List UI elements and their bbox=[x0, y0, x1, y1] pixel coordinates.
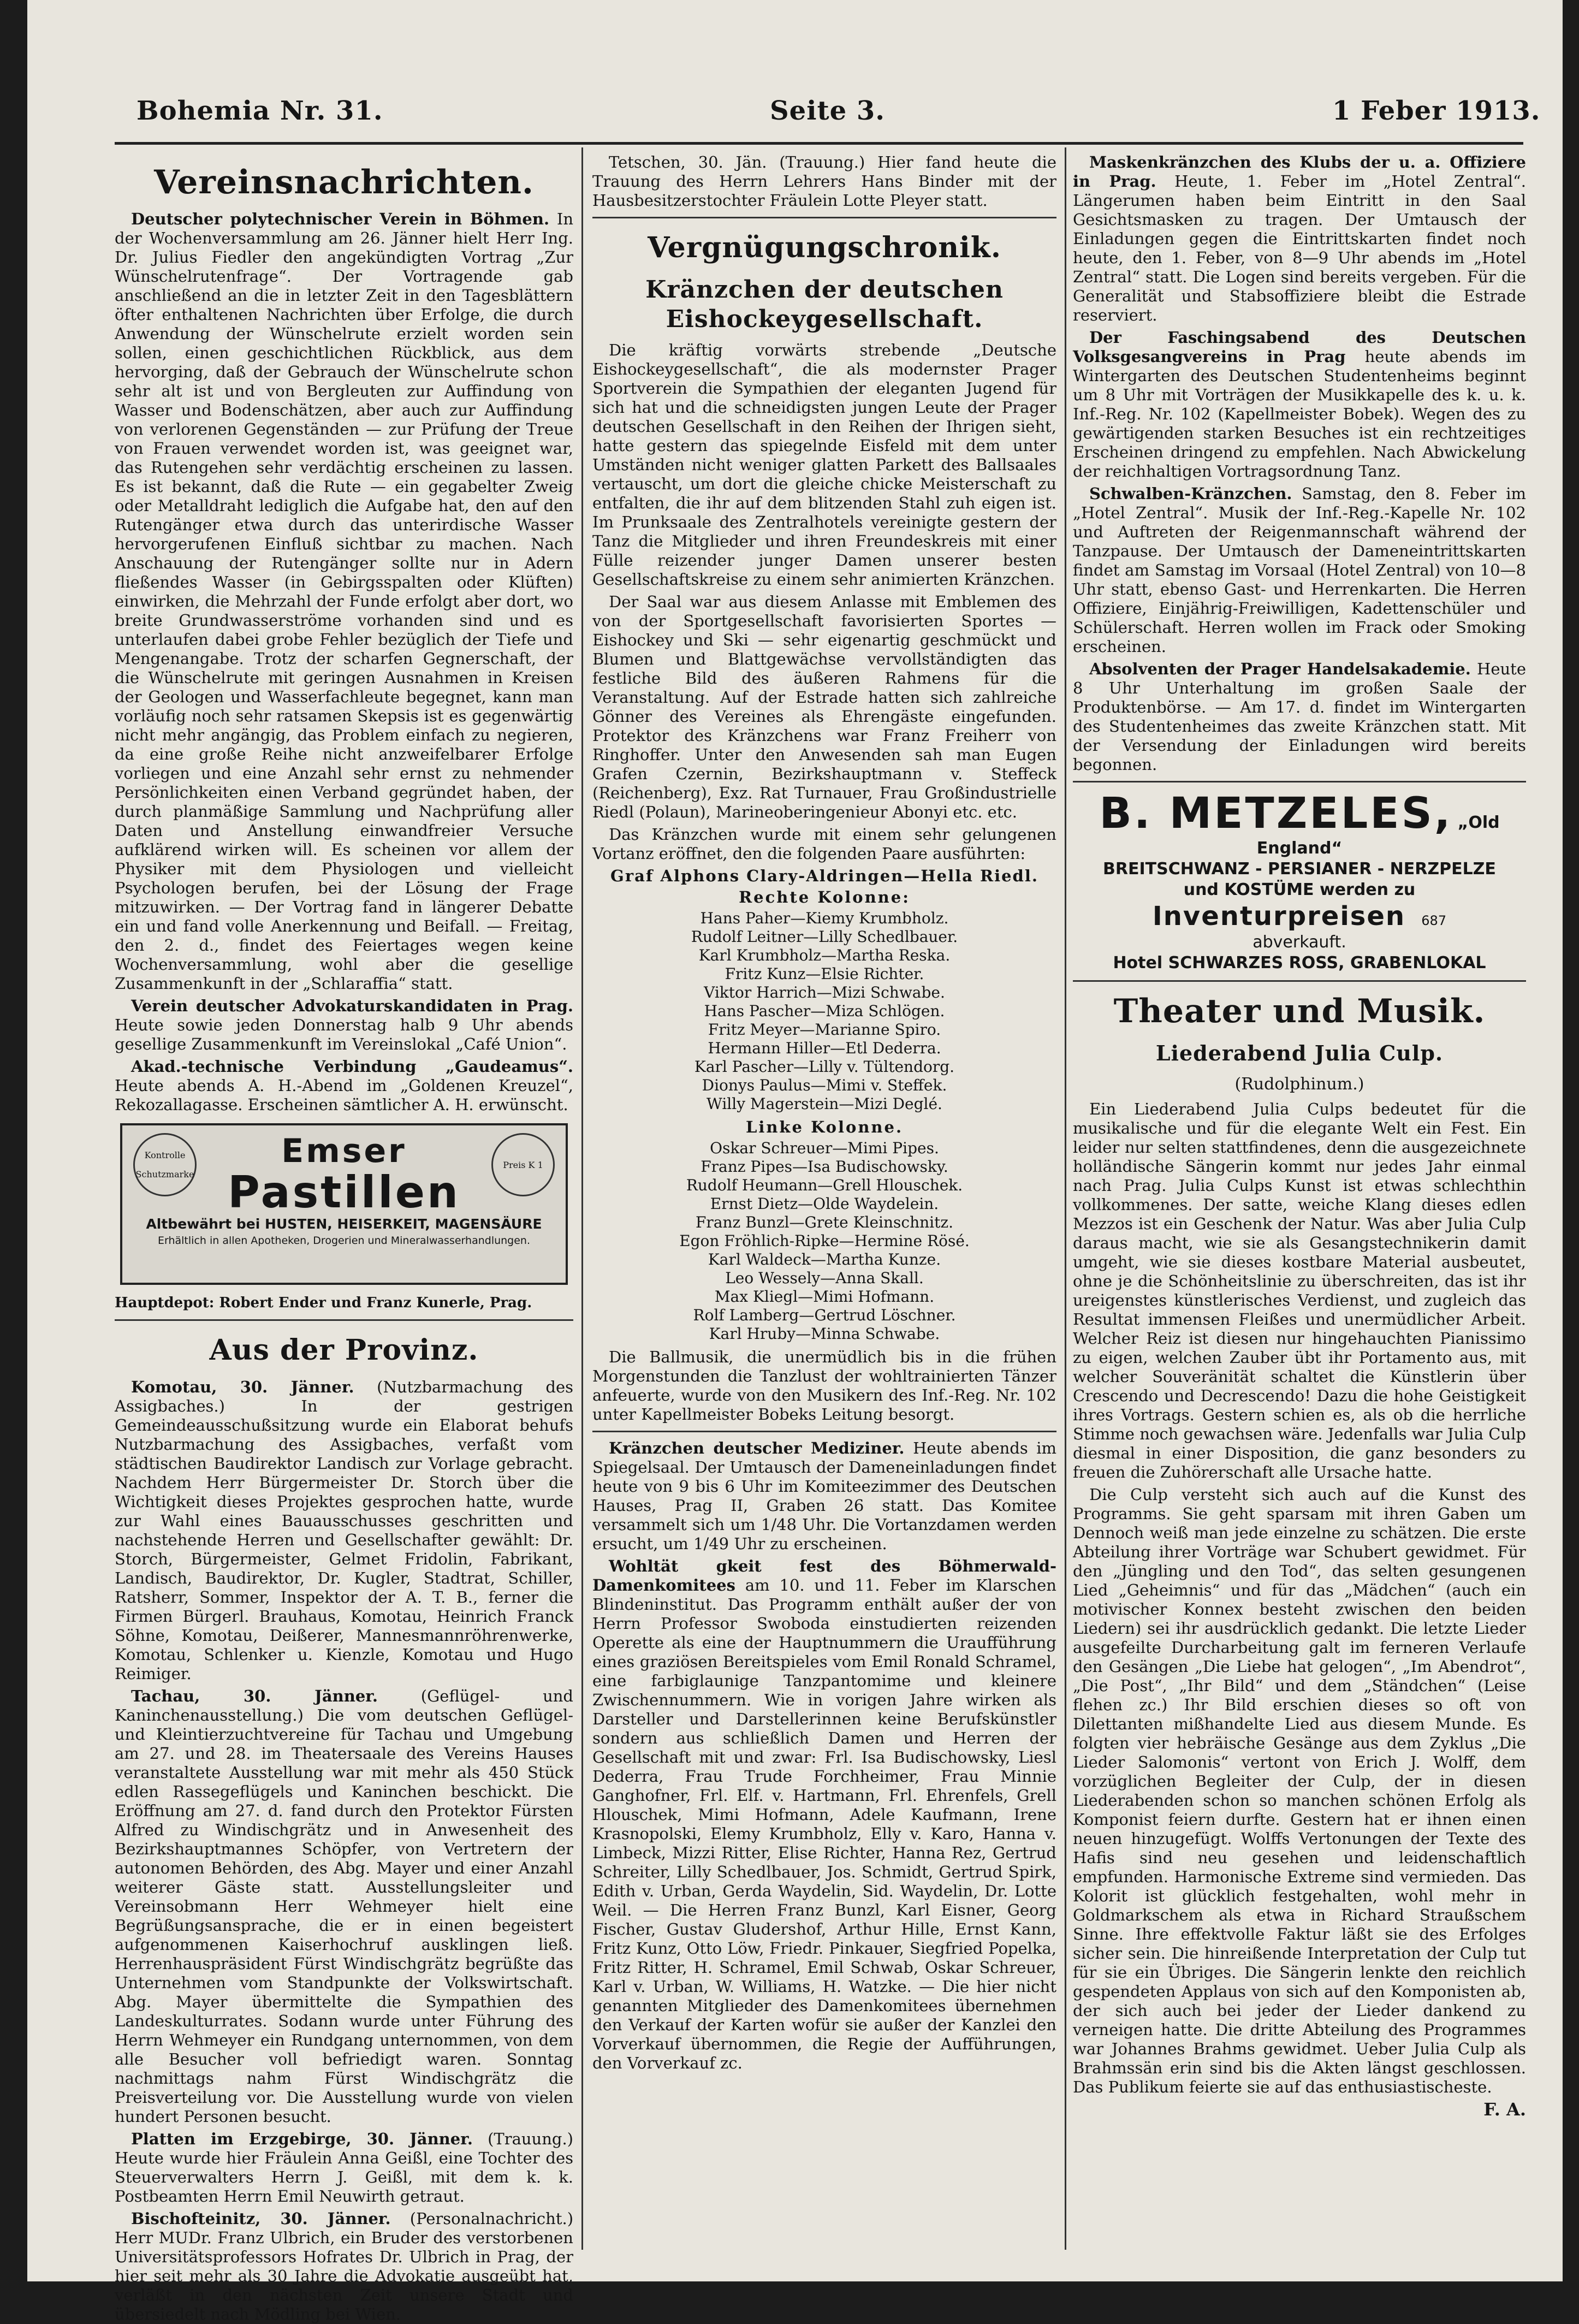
advertisement-emser-pastillen bbox=[120, 1123, 568, 1285]
article bbox=[592, 1557, 1056, 2073]
ad-headline: Inventurpreisen bbox=[1152, 901, 1406, 932]
section-title-theater-musik: Theater und Musik. bbox=[1113, 992, 1486, 1030]
list-item: Franz Bunzl—Grete Kleinschnitz. bbox=[696, 1213, 953, 1231]
list-item: Hermann Hiller—Etl Dederra. bbox=[708, 1039, 941, 1057]
ad-number: 687 bbox=[1421, 913, 1447, 928]
section-title-vereinsnachrichten: Vereinsnachrichten. bbox=[154, 163, 534, 201]
article-title: Liederabend Julia Culp. bbox=[1155, 1041, 1444, 1065]
author-signature: F. A. bbox=[1483, 2099, 1526, 2120]
list-item: Egon Fröhlich-Ripke—Hermine Rösé. bbox=[679, 1232, 970, 1250]
list-item: Oskar Schreuer—Mimi Pipes. bbox=[710, 1139, 939, 1157]
ad-line: abverkauft. bbox=[1252, 933, 1346, 952]
list-item: Franz Pipes—Isa Budischowsky. bbox=[701, 1158, 948, 1176]
ad-line: BREITSCHWANZ - PERSIANER - NERZPELZE bbox=[1103, 859, 1496, 879]
article bbox=[1073, 660, 1526, 774]
article-head: Bischofteinitz, 30. Jänner. bbox=[131, 2209, 391, 2228]
article-text: Die Ballmusik, die unermüdlich bis in die frühen Morgenstunden die Tanzlust der wohltrainierten Tänzer anfeuerte, wurde von den Musikern des Inf.-Reg. Nr. 102 unter Kapellmeister Bobeks Leitung besorgt. bbox=[592, 1348, 1056, 1424]
column-1 bbox=[115, 153, 574, 2323]
article bbox=[115, 2130, 573, 2206]
article-text: (Nutzbarmachung des Assigbaches.) In der gestrigen Gemeindeausschußsitzung wurde ein Elaborat behufs Nutzbarmachung des Assigbaches, verfaßt vom städtischen Baudirektor Landisch zur Vorlage gebracht. Nachdem Herr Bürgermeister Dr. Storch über die Wichtigkeit dieses Projektes gesprochen hatte, wurde zur Wahl eines Bauausschusses geschritten und nachstehende Herren und Gesellschafter gewählt: Dr. Storch, Bürgermeister, Gelmet Fridolin, Fabrikant, Landisch, Baudirektor, Dr. Kugler, Stadtrat, Schiller, Ratsherr, Sommer, Inspektor der A. T. B., ferner die Firmen Bürgerl. Brauhaus, Komotau, Heinrich Franck Söhne, Komotau, Deißerer, Mannesmannröhrenwerke, Komotau, Schlenker u. Kienzle, Komotau und Hugo Reimiger. bbox=[115, 1378, 574, 1683]
article-head: Deutscher polytechnischer Verein in Böhmen. bbox=[131, 210, 550, 228]
article-head: Kränzchen deutscher Mediziner. bbox=[609, 1439, 905, 1457]
article-text: Heute sowie jeden Donnerstag halb 9 Uhr abends gesellige Zusammenkunft im Vereinslokal „Café Union“. bbox=[115, 1016, 573, 1053]
list-item: Rolf Lamberg—Gertrud Löschner. bbox=[693, 1306, 956, 1324]
list-item: Fritz Meyer—Marianne Spiro. bbox=[708, 1021, 941, 1039]
article-text: (Geflügel- und Kaninchenausstellung.) Die vom deutschen Geflügel- und Kleintierzuchtvereine für Tachau und Umgebung am 27. und 28. im Theatersaale des Vereins Hauses veranstaltete Ausstellung war mit mehr als 450 Stück edlen Rassegeflügels und Kaninchen beschickt. Die Eröffnung am 27. d. fand durch den Protektor Fürsten Alfred zu Windischgrätz und in Anwesenheit des Bezirkshauptmannes Schöpfer, von Vertretern der autonomen Behörden, des Abg. Mayer und einer Anzahl weiterer Gäste statt. Ausstellungsleiter und Vereinsobmann Herr Wehmeyer hielt eine Begrüßungsansprache, die er in einen begeistert aufgenommenen Kaiserhochruf ausklingen ließ. Herrenhauspräsident Fürst Windischgrätz begrüßte das Unternehmen vom Standpunkte der Volkswirtschaft. Abg. Mayer übermittelte die Sympathien des Landeskulturrates. Sodann wurde unter Führung des Herrn Wehmeyer ein Rundgang unternommen, von dem alle Besucher voll befriedigt waren. Sonntag nachmittags nahm Fürst Windischgrätz die Preisverteilung vor. Die Ausstellung wurde von vielen hundert Personen besucht. bbox=[115, 1687, 573, 2126]
article-text: Der Saal war aus diesem Anlasse mit Emblemen des von der Sportgesellschaft favorisierten Sportes — Eishockey und Ski — sehr eigenartig geschmückt und Blumen und Blattgewächse vervollständigten das festliche Bild des äußeren Rahmens für die Veranstaltung. Auf der Estrade hatten sich zahlreiche Gönner des Vereines als Ehrengäste eingefunden. Protektor des Kränzchens war Franz Freiherr von Ringhoffer. Unter den Anwesenden sah man Eugen Grafen Czernin, Bezirkshauptmann v. Steffeck (Reichenberg), Exz. Rat Turnauer, Frau Großindustrielle Riedl (Polaun), Marineoberingenieur Abonyi etc. etc. bbox=[592, 592, 1056, 821]
article-text: Heute abends A. H.-Abend im „Goldenen Kreuzel“, Rekozallagasse. Erscheinen sämtlicher A. H. erwünscht. bbox=[115, 1076, 573, 1114]
header-rule bbox=[115, 142, 1523, 145]
section-title-vergnuegungschronik: Vergnügungschronik. bbox=[648, 231, 1001, 264]
ad-company: B. METZELES, bbox=[1099, 789, 1453, 838]
article bbox=[115, 1057, 573, 1114]
article bbox=[592, 1439, 1056, 1554]
article-text: (Trauung.) Heute wurde hier Fräulein Anna Geißl, eine Tochter des Steuerverwalters Herrn J. Geißl, mit dem k. k. Postbeamten Herrn Emil Neuwirth getraut. bbox=[115, 2130, 573, 2206]
list-item: Rudolf Leitner—Lilly Schedlbauer. bbox=[691, 928, 958, 946]
article-text: Heute, 1. Feber im „Hotel Zentral“. Längerumen haben beim Eintritt in den Saal Gesichtsmasken zu tragen. Der Umtausch der Einladungen gegen die Eintrittskarten findet noch heute, den 1. Feber, von 8—9 Uhr abends im „Hotel Zentral“ statt. Die Logen sind bereits vergeben. Für die Generalität und Stabsoffiziere bleibt die Estrade reserviert. bbox=[1073, 172, 1527, 324]
section-title-provinz: Aus der Provinz. bbox=[209, 1333, 479, 1367]
article-head: Platten im Erzgebirge, 30. Jänner. bbox=[131, 2130, 473, 2148]
list-item: Fritz Kunz—Elsie Richter. bbox=[725, 965, 924, 983]
divider bbox=[1073, 781, 1526, 782]
list-item: Karl Waldeck—Martha Kunze. bbox=[708, 1250, 941, 1268]
divider bbox=[1073, 980, 1526, 982]
ad-address: Hotel SCHWARZES ROSS, GRABENLOKAL bbox=[1113, 953, 1486, 973]
advertisement-metzeles bbox=[1073, 789, 1526, 974]
article-head: Komotau, 30. Jänner. bbox=[131, 1378, 354, 1396]
article-text: am 10. und 11. Feber im Klarschen Blindeninstitut. Das Programm enthält außer der von Herrn Professor Swoboda einstudierten reizenden Operette als eine der Hauptnummern die Uraufführung eines graziösen Bereitspieles vom Emil Ronald Schramel, eine farbiglaunige Tanzpantomime und kleinere Zwischennummern. Wie in vorigen Jahre wirken als Darsteller und Darstellerinnen keine Berufskünstler sondern aus schließlich Damen und Herren der Gesellschaft mit und zwar: Frl. Isa Budischowsky, Liesl Dederra, Frau Trude Forchheimer, Frau Minnie Ganghofner, Frl. Elf. v. Hartmann, Frl. Ehrenfels, Grell Hlouschek, Mimi Hofmann, Adele Kaufmann, Irene Krasnopolski, Elemy Krumbholz, Elly v. Karo, Hanna v. Limbeck, Mizzi Ritter, Elise Richter, Hanna Rez, Gertrud Schreiter, Lilly Schedlbauer, Jos. Schmidt, Gertrud Spirk, Edith v. Urban, Gerda Waydelin, Sid. Waydelin, Dr. Lotte Weil. — Die Herren Franz Bunzl, Karl Eisner, Georg Fischer, Gustav Gludershof, Arthur Hille, Ernst Kann, Fritz Kunz, Otto Löw, Friedr. Pinkauer, Siegfried Popelka, Fritz Ritter, H. Schramel, Emil Schwab, Oskar Schreuer, Karl v. Urban, W. Williams, H. Watzke. — Die hier nicht genannten Mitglieder des Damenkomitees übernehmen den Verkauf der Karten wofür sie außer der Kanzlei den Vorverkauf übernommen, die Regie der Aufführungen, den Vorverkauf zc. bbox=[592, 1576, 1056, 2072]
article bbox=[1073, 328, 1526, 481]
list-item: Max Kliegl—Mimi Hofmann. bbox=[714, 1288, 935, 1306]
newspaper-page bbox=[27, 0, 1563, 2323]
column-head: Rechte Kolonne: bbox=[739, 888, 910, 906]
article-head: Maskenkränzchen des Klubs der u. a. Offiziere in Prag. bbox=[1073, 153, 1526, 191]
ad-claim: Altbewährt bei HUSTEN, HEISERKEIT, MAGENSÄURE bbox=[146, 1216, 542, 1232]
list-item: Ernst Dietz—Olde Waydelein. bbox=[710, 1195, 939, 1213]
column-divider bbox=[581, 147, 583, 2250]
article-head: Absolventen der Prager Handelsakademie. bbox=[1089, 660, 1471, 678]
ad-line: und KOSTÜME werden zu bbox=[1183, 880, 1416, 899]
article-head: Der Faschingsabend des Deutschen Volksgesangvereins in Prag bbox=[1073, 328, 1526, 366]
article-title: Kränzchen der deutschen Eishockeygesellschaft. bbox=[645, 276, 1004, 333]
article-text: Die kräftig vorwärts strebende „Deutsche Eishockeygesellschaft“, die als modernster Prager Sportverein die Sympathien der eleganten Jugend für sich hat und die schneidigsten jungen Leute der Prager deutschen Gesellschaft in den Reihen der Ihrigen sieht, hatte gestern das spiegelnde Eisfeld mit dem unter Umständen nicht weniger glatten Parkett des Ballsaales vertauscht, um dort die gleiche chicke Meisterschaft zu entfalten, die ihr auf dem blitzenden Stahl zuh eigen ist. Im Prunksaale des Zentralhotels vereinigte gestern der Tanz die Mitglieder und ihren Freundeskreis mit einer Fülle reizender junger Damen unserer besten Gesellschaftskreise zu einem sehr animierten Kränzchen. bbox=[592, 341, 1056, 589]
column-2 bbox=[592, 153, 1056, 2272]
list-item: Rudolf Heumann—Grell Hlouschek. bbox=[686, 1176, 963, 1194]
article-head: Akad.-technische Verbindung „Gaudeamus“. bbox=[131, 1057, 573, 1076]
article bbox=[115, 210, 573, 993]
article-head: Schwalben-Kränzchen. bbox=[1089, 484, 1292, 503]
list-item: Karl Krumbholz—Martha Reska. bbox=[698, 946, 951, 964]
article-text: Ein Liederabend Julia Culps bedeutet für die musikalische und für die elegante Welt ein Fest. Ein leider nur selten stattfindenes, denn die ausgezeichnete holländische Sängerin kommt nur jedes Jahr einmal nach Prag. Julia Culps Kunst ist etwas schlechthin vollkommenes. Der satte, weiche Klang dieses edlen Mezzos ist ein Geschenk der Natur. Was aber Julia Culp daraus macht, wie sie als Gesangstechnikerin damit umgeht, wie sie dieses kostbare Material ausbeutet, ohne je die Schönheitslinie zu überschreiten, das ist ihr ureigenstes künstlerisches Verdienst, und zugleich das Resultat immensen Fleißes und unermüdlicher Arbeit. Welcher Reiz ist diesen nur hingehauchten Pianissimo zu eigen, welchen Zauber übt ihr Portamento aus, mit welcher Souveränität schaltet die Künstlerin über Crescendo und Decrescendo! Dazu die hohe Geistigkeit ihres Vortrags. Gestern schien es, als ob die herrliche Stimme noch gewachsen wäre. Jedenfalls war Julia Culp diesmal in einer Disposition, die ganz besonders zu freuen die Zuhörerschaft alle Ursache hatte. bbox=[1073, 1100, 1526, 1481]
article bbox=[115, 2209, 573, 2324]
list-item: Dionys Paulus—Mimi v. Steffek. bbox=[702, 1076, 947, 1094]
article-text: In der Wochenversammlung am 26. Jänner hielt Herr Ing. Dr. Julius Fiedler den angekündigten Vortrag „Zur Wünschelrutenfrage“. Der Vortragende gab anschließend an die in letzter Zeit in den Tagesblättern öfter enthaltenen Nachrichten über Erfolge, die durch Anwendung der Wünschelrute erzielt worden sein sollen, einen geschichtlichen Rückblick, aus dem hervorging, daß der Gebrauch der Wünschelrute schon sehr alt ist und von Bergleuten zur Auffindung von Wasser und Bodenschätzen, aber auch zur Auffindung von verlorenen Gegenständen — zur Prüfung der Treue von Frauen verwendet worden ist, was geeignet war, das Rutengehen sehr verdächtig erscheinen zu lassen. Es ist bekannt, daß die Rute — ein gegabelter Zweig oder Metalldraht lediglich die Aufgabe hat, den auf den Rutengänger etwa durch das unterirdische Wasser hervorgerufenen Einfluß sichtbar zu machen. Nach Anschauung der Rutengänger sollte nur in Adern fließendes Wasser (in Gebirgsspalten oder Klüften) einwirken, die Mehrzahl der Funde erfolgt aber dort, wo breite Grundwasserströme vorhanden sind und es unterlaufen dabei grobe Fehler bezüglich der Tiefe und Mengenangabe. Trotz der scharfen Gegnerschaft, der die Wünschelrute mit geringen Ausnahmen in Kreisen der Geologen und Wasserfachleute begegnet, kann man vorläufig noch sehr ratsamen Skepsis ist es gegenwärtig nicht mehr angängig, das Problem einfach zu negieren, da eine große Reihe nicht anzweifelbarer Erfolge vorliegen und eine Anzahl sehr ernst zu nehmender Persönlichkeiten einen Verband gegründet haben, der durch planmäßige Sammlung und Nachprüfung aller Daten und Anstellung einwandfreier Versuche aufklärend wirken will. Es scheinen vor allem der Physiker mit dem Physiologen und vielleicht Psychologen berufen, bei der Lösung der Frage mitzuwirken. — Der Vortrag fand in längerer Debatte ein und fand volle Anerkennung und Beifall. — Freitag, den 2. d., findet des Feiertages wegen keine Wochenversammlung, wohl aber die gesellige Zusammenkunft in der „Schlaraffia“ statt. bbox=[115, 210, 574, 993]
couple-list-right bbox=[592, 909, 1056, 1113]
article-text: (Personalnachricht.) Herr MUDr. Franz Ulbrich, ein Bruder des verstorbenen Universitätsprofessors Hofrates Dr. Ulbrich in Prag, der hier seit mehr als 30 Jahre die Advokatie ausgeübt hat, verläßt in den nächsten Zeit unsere Stadt und übersiedelt nach Mödling bei Wien. bbox=[115, 2209, 574, 2323]
divider bbox=[592, 1431, 1056, 1432]
lead-couple: Graf Alphons Clary-Aldringen—Hella Riedl. bbox=[610, 867, 1038, 885]
article bbox=[115, 1378, 573, 1683]
seal-icon: Kontrolle Schutzmarke bbox=[133, 1133, 197, 1196]
list-item: Willy Magerstein—Mizi Deglé. bbox=[707, 1095, 942, 1113]
article bbox=[115, 997, 573, 1054]
divider bbox=[592, 217, 1056, 218]
list-item: Karl Hruby—Minna Schwabe. bbox=[709, 1325, 940, 1343]
ad-tag: „Old England“ bbox=[1256, 813, 1500, 858]
ad-brand-line2: Pastillen bbox=[228, 1167, 460, 1218]
list-item: Hans Paher—Kiemy Krumbholz. bbox=[700, 909, 949, 927]
column-3 bbox=[1073, 153, 1526, 2272]
list-item: Viktor Harrich—Mizi Schwabe. bbox=[704, 983, 945, 1001]
paper-name: Bohemia Nr. 31. bbox=[136, 96, 383, 126]
list-item: Hans Pascher—Miza Schlögen. bbox=[704, 1002, 945, 1020]
article-text: heute abends im Wintergarten des Deutschen Studentenheims beginnt um 8 Uhr mit Vorträgen der Musikkapelle des k. u. k. Inf.-Reg. Nr. 102 (Kapellmeister Bobek). Wegen des zu gewärtigenden starken Besuches ist ein rechtzeitiges Erscheinen dringend zu empfehlen. Nach Abwickelung der reichhaltigen Vortragsordnung Tanz. bbox=[1073, 347, 1527, 481]
article-text: Heute 8 Uhr Unterhaltung im großen Saale der Produktenbörse. — Am 17. d. findet im Wintergarten des Studentenheimes das zweite Kränzchen statt. Mit der Versendung der Einladungen wird bereits begonnen. bbox=[1073, 660, 1526, 774]
page-number: Seite 3. bbox=[770, 96, 885, 126]
article-text: Samstag, den 8. Feber im „Hotel Zentral“. Musik der Inf.-Reg.-Kapelle Nr. 102 und Auftreten der Reigenmannschaft während der Tanzpause. Der Umtausch der Dameneintrittskarten findet am Samstag im Vorsaal (Hotel Zentral) von 10—8 Uhr statt, ebenso Gast- und Herrenkarten. Die Herren Offiziere, Einjährig-Freiwilligen, Kadettenschüler und Schülerschaft. Herren wollen im Frack oder Smoking erscheinen. bbox=[1073, 484, 1526, 656]
price-badge: Preis K 1 bbox=[491, 1133, 555, 1196]
article bbox=[115, 1687, 573, 2126]
article: Tetschen, 30. Jän. (Trauung.) Hier fand heute die Trauung des Herrn Lehrers Hans Binder mit der Hausbesitzerstochter Fräulein Lotte Pleyer statt. bbox=[592, 153, 1056, 210]
article-head: Verein deutscher Advokaturskandidaten in Prag. bbox=[131, 997, 573, 1015]
list-item: Leo Wessely—Anna Skall. bbox=[725, 1269, 924, 1287]
article bbox=[1073, 153, 1526, 325]
article-venue: (Rudolphinum.) bbox=[1234, 1075, 1364, 1094]
ad-header bbox=[1073, 789, 1526, 859]
ad-line bbox=[1073, 900, 1526, 932]
list-item: Karl Pascher—Lilly v. Tültendorg. bbox=[694, 1058, 955, 1076]
article bbox=[1073, 484, 1526, 656]
article-head: Wohltät gkeit fest des Böhmerwald-Damenkomitees bbox=[592, 1557, 1056, 1594]
article-text: Das Kränzchen wurde mit einem sehr gelungenen Vortanz eröffnet, den die folgenden Paare ausführten: bbox=[592, 825, 1056, 863]
article-text: Heute abends im Spiegelsaal. Der Umtausch der Dameneinladungen findet heute von 9 bis 6 Uhr im Komiteezimmer des Deutschen Hauses, Prag II, Graben 26 statt. Das Komitee versammelt sich um 1/48 Uhr. Die Vortanzdamen werden ersucht, um 1/49 Uhr zu erscheinen. bbox=[592, 1439, 1057, 1553]
column-divider bbox=[1065, 147, 1066, 2250]
article-text: Die Culp versteht sich auch auf die Kunst des Programms. Sie geht sparsam mit ihren Gaben um Dennoch weiß man jede einzelne zu schätzen. Die erste Abteilung ihrer Vorträge war Schubert gewidmet. Für den „Jüngling und den Tod“, das selten gesungenen Lied „Geheimnis“ und für das „Mädchen“ (auch ein motivischer Konnex besteht zwischen den beiden Liedern) sei ihr ausdrücklich gedankt. Die letzte Lieder ausgefeilte Durcharbeitung galt im ferneren Verlaufe den Gesängen „Die Liebe hat gelogen“, „Im Abendrot“, „Die Post“, „Ihr Bild“ und dem „Ständchen“ (Leise flehen zc.) Ihr Bild erschien dieses so oft von Dilettanten mißhandelte Lied aus diesem Munde. Es folgten vier hebräische Gesänge aus dem Zyklus „Die Lieder Salomonis“ vertont von Erich J. Wolff, dem vorzüglichen Begleiter der Culp, der in diesen Liederabenden schon so manchen schönen Erfolg als Komponist feiern durfte. Gestern hat er ihnen einen neuen hinzugefügt. Wolffs Vertonungen der Texte des Hafis sind neu gesehen und leidenschaftlich empfunden. Harmonische Extreme sind vermieden. Das Kolorit ist glücklich festgehalten, wohl mehr in Goldmarkschem als etwa in Richard Straußschem Sinne. Ihre effektvolle Faktur läßt sie des Erfolges sicher sein. Die hinreißende Interpretation der Culp tut für sie ein Übriges. Die Sängerin lenkte den reichlich gespendeten Applaus von sich auf den Komponisten ab, der sich auch bei jeder der Lieder dankend zu verneigen hatte. Die dritte Abteilung des Programmes war Johannes Brahms gewidmet. Ueber Julia Culp als Brahmssän erin sind bis die Akten längst geschlossen. Das Publikum feierte sie auf das enthusiastischeste. bbox=[1073, 1485, 1526, 2096]
issue-date: 1 Feber 1913. bbox=[1332, 96, 1541, 126]
ad-fineprint: Erhältlich in allen Apotheken, Drogerien und Mineralwasserhandlungen. bbox=[157, 1235, 531, 1247]
ad-brand-line1: Emser bbox=[281, 1132, 407, 1170]
ad-depot: Hauptdepot: Robert Ender und Franz Kunerle, Prag. bbox=[115, 1295, 532, 1311]
column-head: Linke Kolonne. bbox=[745, 1118, 904, 1136]
article-head: Tachau, 30. Jänner. bbox=[131, 1687, 378, 1705]
couple-list-left bbox=[592, 1139, 1056, 1343]
divider bbox=[115, 1319, 573, 1321]
